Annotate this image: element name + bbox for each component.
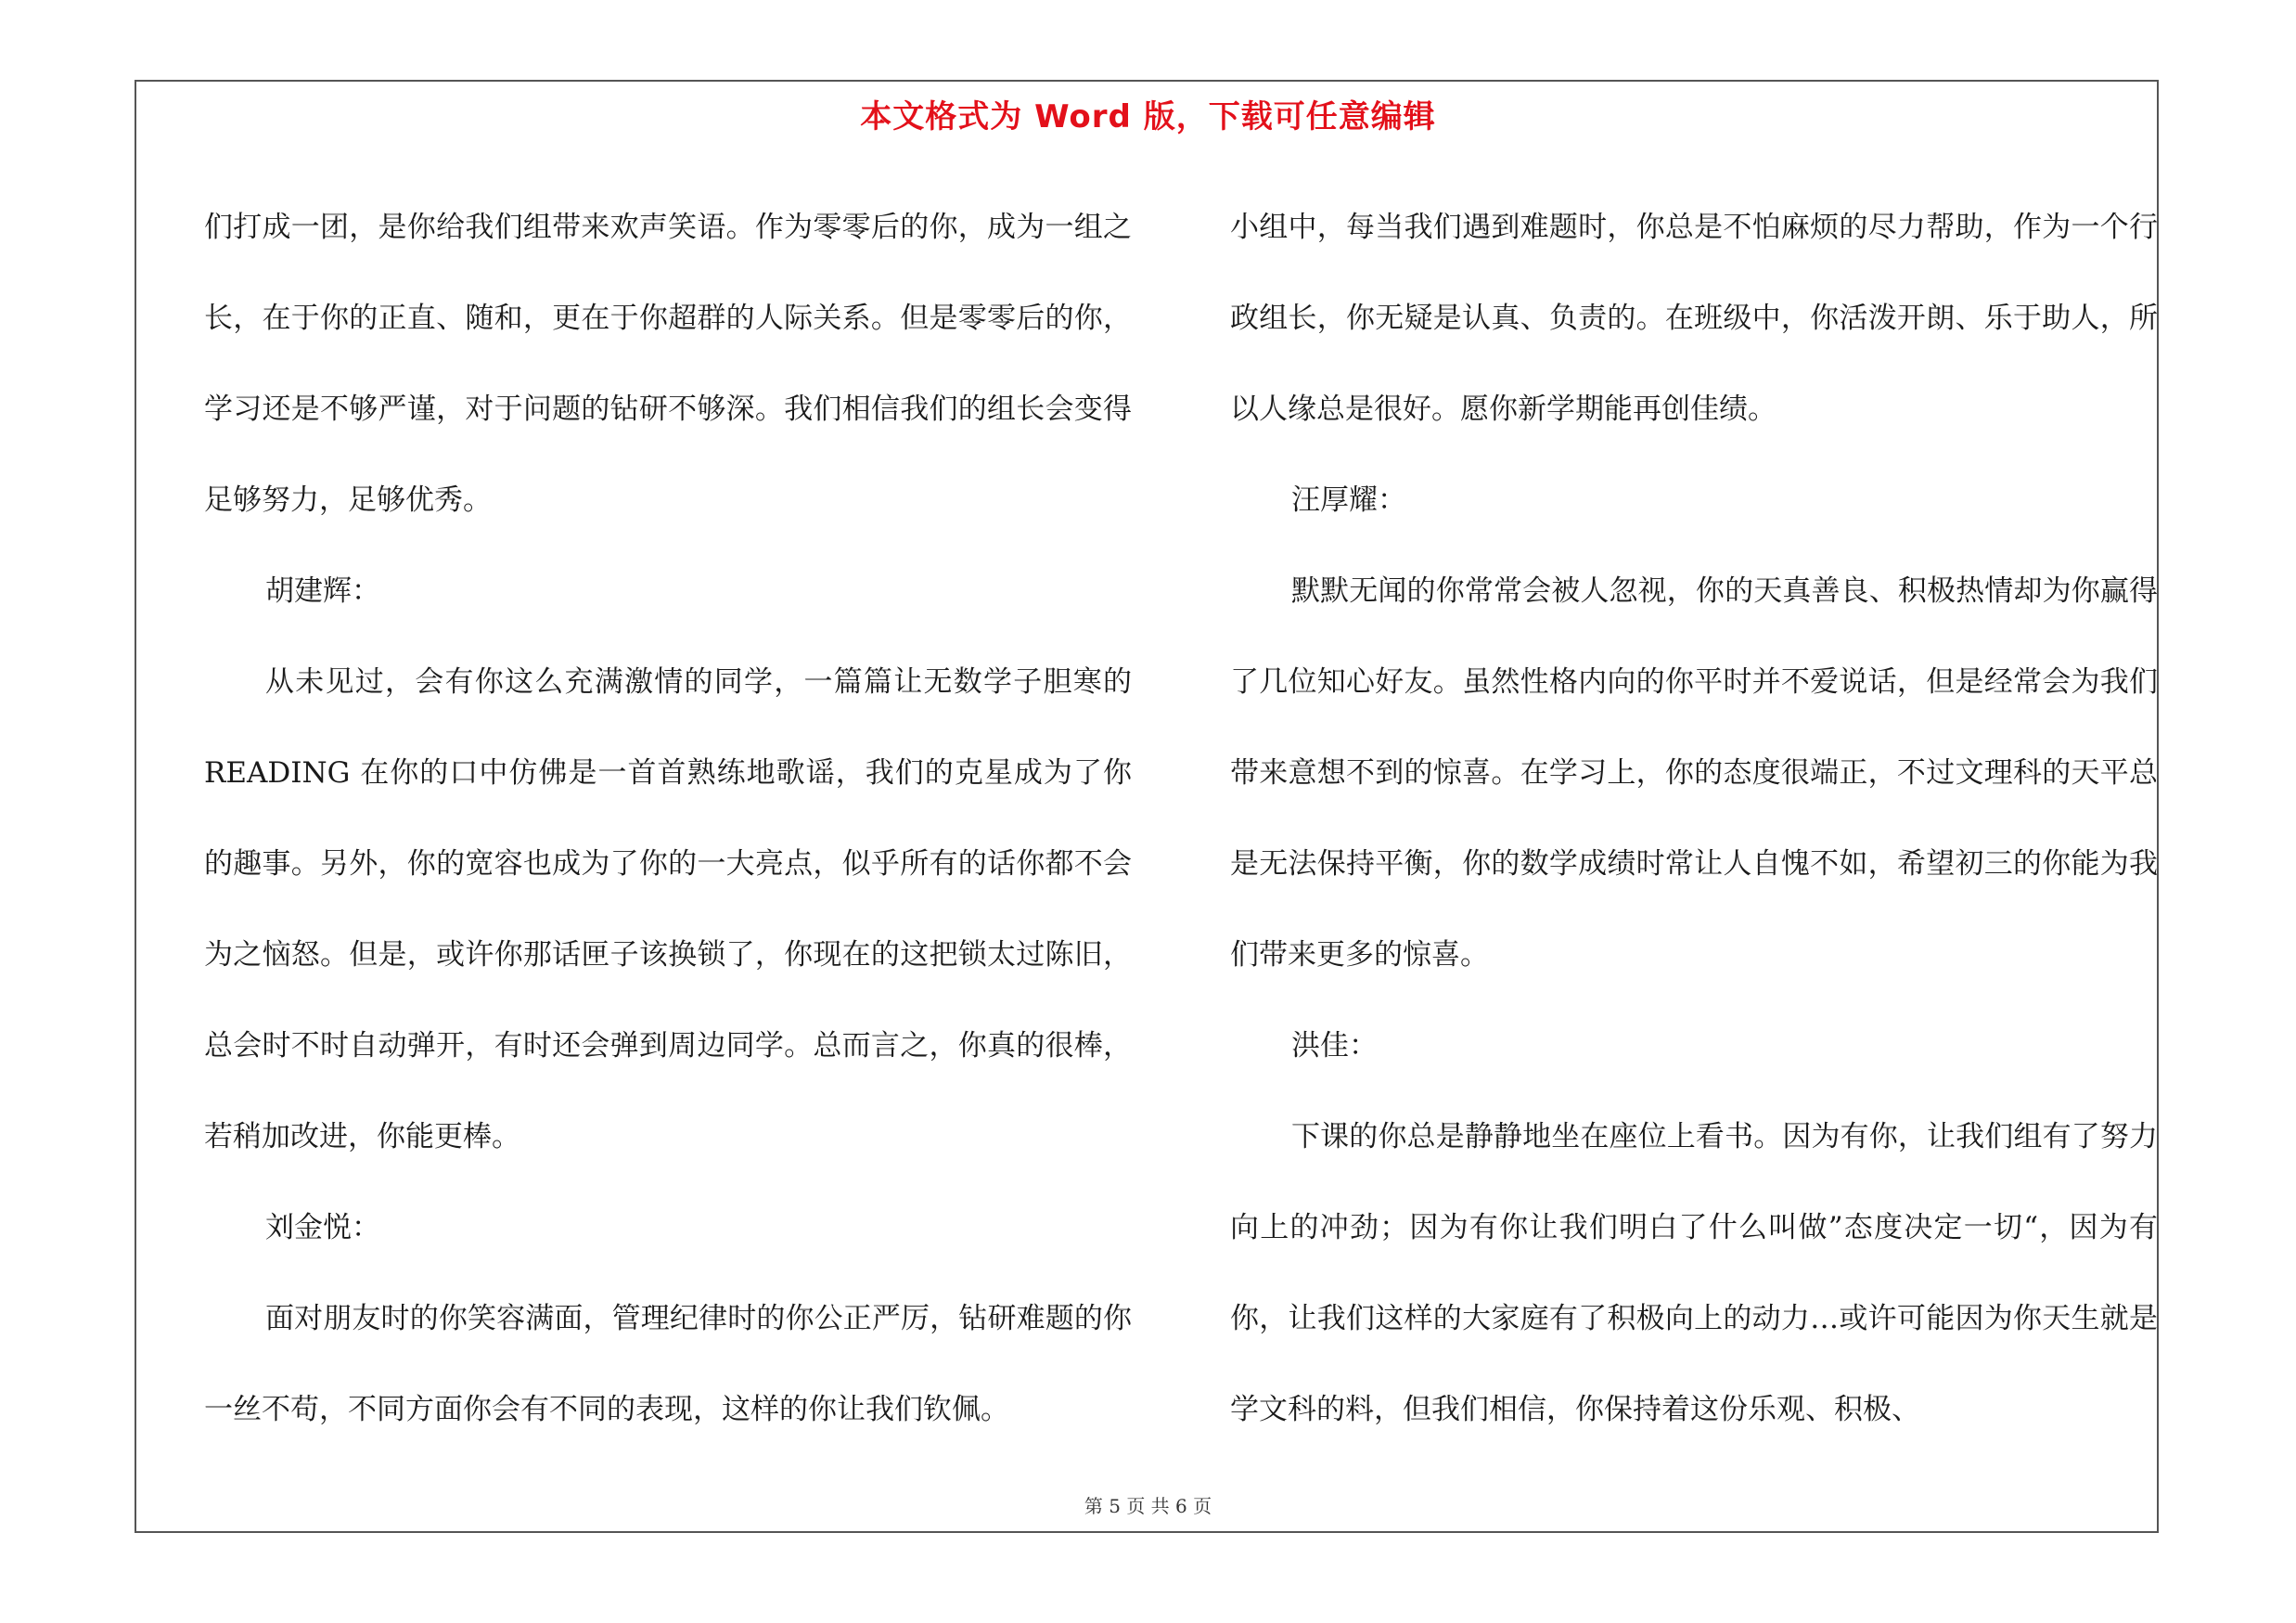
page-number-footer: 第 5 页 共 6 页 [1084,1495,1212,1517]
student-name-hong-jia: 洪佳： [1291,1029,1378,1063]
student-name-hu-jianhui: 胡建辉： [265,574,380,608]
comment-paragraph: 从未见过，会有你这么充满激情的同学，一篇篇让无数学子胆寒的 READING 在你的口中仿佛是一首首熟练地歌谣，我们的克星成为了你的趣事。另外，你的宽容也成为了你的一大亮点，似乎所有的话你都不会为之恼怒。但是，或许你那话匣子该换锁了，你现在的这把锁太过陈旧，总会时不时自动弹开，有时还会弹到周边同学。总而言之，你真的很棒，若稍加改进，你能更棒。 [204,665,1132,1153]
comment-paragraph: 下课的你总是静静地坐在座位上看书。因为有你，让我们组有了努力向上的冲劲；因为有你让我们明白了什么叫做”态度决定一切“，因为有你，让我们这样的大家庭有了积极向上的动力…或许可能因为你天生就是学文科的料，但我们相信，你保持着这份乐观、积极、 [1230,1120,2158,1426]
paragraph-continued: 们打成一团，是你给我们组带来欢声笑语。作为零零后的你，成为一组之长，在于你的正直、随和，更在于你超群的人际关系。但是零零后的你，学习还是不够严谨，对于问题的钻研不够深。我们相信我们的组长会变得足够努力，足够优秀。 [204,211,1132,517]
right-column [1230,182,2158,1455]
comment-paragraph: 面对朋友时的你笑容满面，管理纪律时的你公正严厉，钻研难题的你一丝不苟，不同方面你会有不同的表现，这样的你让我们钦佩。 [204,1302,1132,1426]
header-banner: 本文格式为 Word 版，下载可任意编辑 [860,98,1436,135]
comment-paragraph: 默默无闻的你常常会被人忽视，你的天真善良、积极热情却为你赢得了几位知心好友。虽然性格内向的你平时并不爱说话，但是经常会为我们带来意想不到的惊喜。在学习上，你的态度很端正，不过文理科的天平总是无法保持平衡，你的数学成绩时常让人自愧不如，希望初三的你能为我们带来更多的惊喜。 [1230,574,2158,972]
student-name-liu-jinyue: 刘金悦： [265,1211,380,1244]
left-column [204,182,1132,1455]
student-name-wang-houyao: 汪厚耀： [1291,483,1406,517]
paragraph-continued: 小组中，每当我们遇到难题时，你总是不怕麻烦的尽力帮助，作为一个行政组长，你无疑是认真、负责的。在班级中，你活泼开朗、乐于助人，所以人缘总是很好。愿你新学期能再创佳绩。 [1230,211,2158,426]
